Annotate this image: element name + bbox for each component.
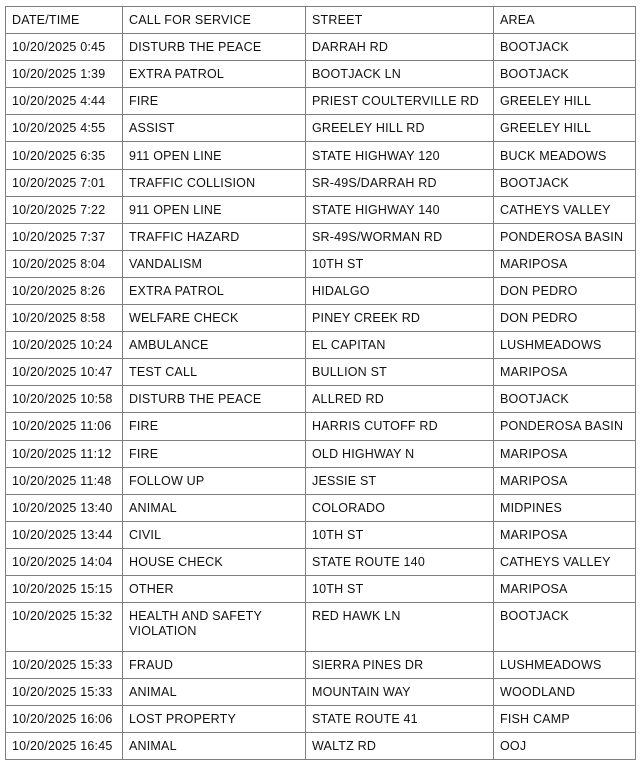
street-cell: STATE HIGHWAY 140 [306, 196, 494, 223]
table-row [6, 679, 636, 706]
street-cell: COLORADO [306, 494, 494, 521]
street-cell: OLD HIGHWAY N [306, 440, 494, 467]
date-time-cell: 10/20/2025 7:37 [6, 223, 123, 250]
table-row [6, 467, 636, 494]
date-time-cell: 10/20/2025 16:45 [6, 733, 123, 760]
table-row [6, 169, 636, 196]
area-cell: GREELEY HILL [494, 88, 636, 115]
header-street: STREET [306, 7, 494, 34]
call-type-cell: DISTURB THE PEACE [123, 386, 306, 413]
street-cell: BOOTJACK LN [306, 61, 494, 88]
street-cell: SIERRA PINES DR [306, 652, 494, 679]
table-row [6, 196, 636, 223]
street-cell: HARRIS CUTOFF RD [306, 413, 494, 440]
table-row [6, 250, 636, 277]
date-time-cell: 10/20/2025 7:22 [6, 196, 123, 223]
date-time-cell: 10/20/2025 6:35 [6, 142, 123, 169]
area-cell: PONDEROSA BASIN [494, 223, 636, 250]
call-type-cell: HEALTH AND SAFETY VIOLATION [123, 603, 306, 652]
table-row [6, 386, 636, 413]
date-time-cell: 10/20/2025 8:04 [6, 250, 123, 277]
call-type-cell: FRAUD [123, 652, 306, 679]
call-type-cell: ASSIST [123, 115, 306, 142]
area-cell: DON PEDRO [494, 305, 636, 332]
area-cell: MARIPOSA [494, 359, 636, 386]
date-time-cell: 10/20/2025 1:39 [6, 61, 123, 88]
area-cell: FISH CAMP [494, 706, 636, 733]
call-type-cell: LOST PROPERTY [123, 706, 306, 733]
date-time-cell: 10/20/2025 16:06 [6, 706, 123, 733]
call-type-cell: FIRE [123, 440, 306, 467]
area-cell: GREELEY HILL [494, 115, 636, 142]
call-type-cell: 911 OPEN LINE [123, 142, 306, 169]
area-cell: CATHEYS VALLEY [494, 196, 636, 223]
header-row [6, 7, 636, 34]
call-type-cell: ANIMAL [123, 679, 306, 706]
street-cell: MOUNTAIN WAY [306, 679, 494, 706]
table-row [6, 277, 636, 304]
table-row [6, 142, 636, 169]
area-cell: BUCK MEADOWS [494, 142, 636, 169]
street-cell: STATE ROUTE 41 [306, 706, 494, 733]
area-cell: LUSHMEADOWS [494, 652, 636, 679]
table-row [6, 603, 636, 652]
table-row [6, 440, 636, 467]
table-row [6, 548, 636, 575]
area-cell: MIDPINES [494, 494, 636, 521]
table-row [6, 575, 636, 602]
call-type-cell: TRAFFIC HAZARD [123, 223, 306, 250]
call-type-cell: CIVIL [123, 521, 306, 548]
area-cell: CATHEYS VALLEY [494, 548, 636, 575]
street-cell: EL CAPITAN [306, 332, 494, 359]
call-type-cell: VANDALISM [123, 250, 306, 277]
call-type-cell: EXTRA PATROL [123, 277, 306, 304]
date-time-cell: 10/20/2025 10:24 [6, 332, 123, 359]
call-type-cell: EXTRA PATROL [123, 61, 306, 88]
street-cell: SR-49S/WORMAN RD [306, 223, 494, 250]
call-type-cell: 911 OPEN LINE [123, 196, 306, 223]
street-cell: JESSIE ST [306, 467, 494, 494]
call-type-cell: AMBULANCE [123, 332, 306, 359]
date-time-cell: 10/20/2025 7:01 [6, 169, 123, 196]
date-time-cell: 10/20/2025 11:48 [6, 467, 123, 494]
table-row [6, 359, 636, 386]
date-time-cell: 10/20/2025 15:33 [6, 652, 123, 679]
date-time-cell: 10/20/2025 13:44 [6, 521, 123, 548]
area-cell: BOOTJACK [494, 169, 636, 196]
table-row [6, 34, 636, 61]
date-time-cell: 10/20/2025 10:47 [6, 359, 123, 386]
table-row [6, 413, 636, 440]
date-time-cell: 10/20/2025 15:32 [6, 603, 123, 652]
date-time-cell: 10/20/2025 10:58 [6, 386, 123, 413]
area-cell: OOJ [494, 733, 636, 760]
date-time-cell: 10/20/2025 8:58 [6, 305, 123, 332]
area-cell: DON PEDRO [494, 277, 636, 304]
street-cell: HIDALGO [306, 277, 494, 304]
date-time-cell: 10/20/2025 13:40 [6, 494, 123, 521]
area-cell: MARIPOSA [494, 467, 636, 494]
call-type-cell: TRAFFIC COLLISION [123, 169, 306, 196]
date-time-cell: 10/20/2025 15:33 [6, 679, 123, 706]
street-cell: WALTZ RD [306, 733, 494, 760]
call-type-cell: HOUSE CHECK [123, 548, 306, 575]
street-cell: RED HAWK LN [306, 603, 494, 652]
call-type-cell: DISTURB THE PEACE [123, 34, 306, 61]
call-type-cell: ANIMAL [123, 494, 306, 521]
header-area: AREA [494, 7, 636, 34]
table-row [6, 223, 636, 250]
call-type-cell: ANIMAL [123, 733, 306, 760]
call-type-cell: WELFARE CHECK [123, 305, 306, 332]
date-time-cell: 10/20/2025 14:04 [6, 548, 123, 575]
table-row [6, 61, 636, 88]
area-cell: MARIPOSA [494, 575, 636, 602]
table-row [6, 521, 636, 548]
call-type-cell: FIRE [123, 413, 306, 440]
area-cell: MARIPOSA [494, 521, 636, 548]
table-body [6, 34, 636, 760]
call-type-cell: FOLLOW UP [123, 467, 306, 494]
street-cell: 10TH ST [306, 575, 494, 602]
date-time-cell: 10/20/2025 15:15 [6, 575, 123, 602]
area-cell: WOODLAND [494, 679, 636, 706]
call-type-cell: OTHER [123, 575, 306, 602]
date-time-cell: 10/20/2025 0:45 [6, 34, 123, 61]
area-cell: MARIPOSA [494, 250, 636, 277]
street-cell: STATE ROUTE 140 [306, 548, 494, 575]
date-time-cell: 10/20/2025 4:44 [6, 88, 123, 115]
street-cell: GREELEY HILL RD [306, 115, 494, 142]
call-type-cell: FIRE [123, 88, 306, 115]
date-time-cell: 10/20/2025 4:55 [6, 115, 123, 142]
street-cell: 10TH ST [306, 521, 494, 548]
date-time-cell: 10/20/2025 11:12 [6, 440, 123, 467]
street-cell: ALLRED RD [306, 386, 494, 413]
area-cell: PONDEROSA BASIN [494, 413, 636, 440]
table-row [6, 305, 636, 332]
header-call-for-service: CALL FOR SERVICE [123, 7, 306, 34]
area-cell: BOOTJACK [494, 61, 636, 88]
table-row [6, 494, 636, 521]
street-cell: SR-49S/DARRAH RD [306, 169, 494, 196]
area-cell: BOOTJACK [494, 386, 636, 413]
table-row [6, 115, 636, 142]
call-log-table [5, 6, 636, 760]
call-type-cell: TEST CALL [123, 359, 306, 386]
street-cell: BULLION ST [306, 359, 494, 386]
street-cell: 10TH ST [306, 250, 494, 277]
date-time-cell: 10/20/2025 11:06 [6, 413, 123, 440]
area-cell: BOOTJACK [494, 34, 636, 61]
table-row [6, 88, 636, 115]
table-row [6, 652, 636, 679]
street-cell: PINEY CREEK RD [306, 305, 494, 332]
street-cell: STATE HIGHWAY 120 [306, 142, 494, 169]
table-row [6, 332, 636, 359]
area-cell: MARIPOSA [494, 440, 636, 467]
area-cell: LUSHMEADOWS [494, 332, 636, 359]
area-cell: BOOTJACK [494, 603, 636, 652]
header-date-time: DATE/TIME [6, 7, 123, 34]
table-row [6, 733, 636, 760]
street-cell: DARRAH RD [306, 34, 494, 61]
street-cell: PRIEST COULTERVILLE RD [306, 88, 494, 115]
table-row [6, 706, 636, 733]
date-time-cell: 10/20/2025 8:26 [6, 277, 123, 304]
